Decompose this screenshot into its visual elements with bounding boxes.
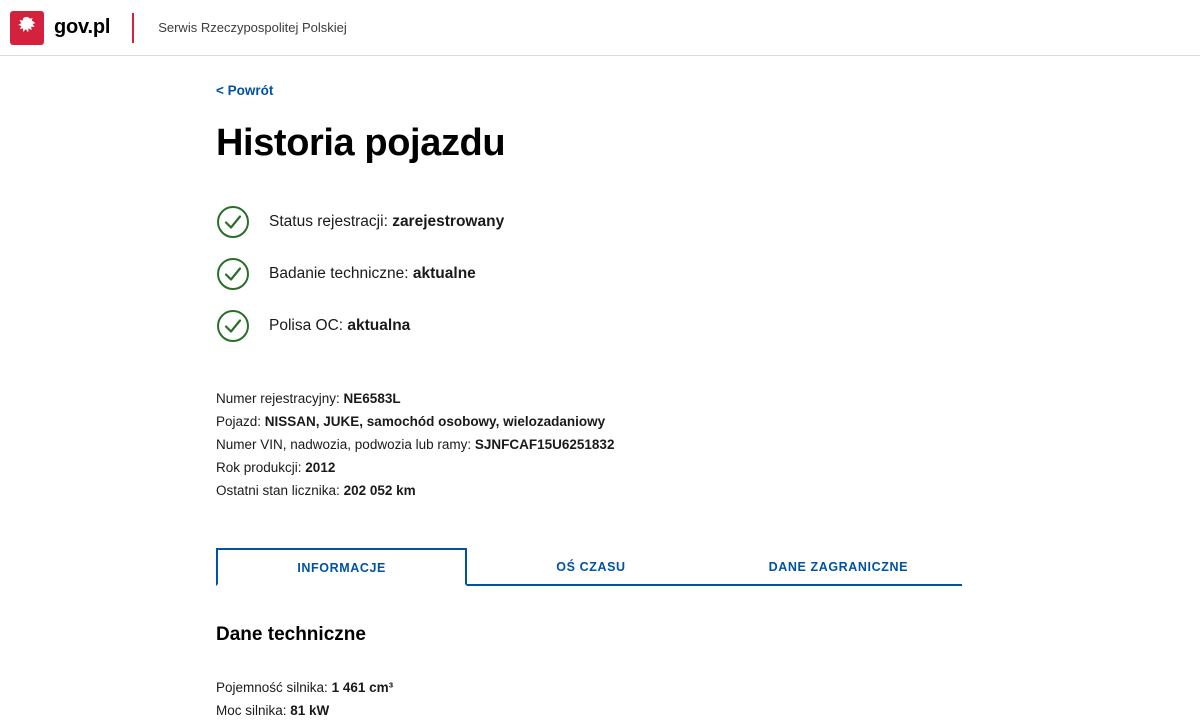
site-header bbox=[0, 0, 1200, 56]
status-value: aktualna bbox=[347, 317, 411, 334]
status-row bbox=[216, 257, 1200, 291]
fact-value: SJNFCAF15U6251832 bbox=[474, 437, 615, 452]
status-row bbox=[216, 205, 1200, 239]
tab-dane-zagraniczne[interactable]: DANE ZAGRANICZNE bbox=[715, 548, 962, 584]
fact-value: NISSAN, JUKE, samochód osobowy, wielozadaniowy bbox=[264, 414, 606, 429]
status-row bbox=[216, 309, 1200, 343]
spec-engine-power bbox=[216, 699, 1200, 722]
fact-label: Numer rejestracyjny: bbox=[216, 391, 344, 406]
fact-label: Numer VIN, nadwozia, podwozia lub ramy: bbox=[216, 437, 475, 452]
brand-name: gov.pl bbox=[54, 16, 111, 38]
service-name: Serwis Rzeczypospolitej Polskiej bbox=[158, 20, 347, 35]
fact-label: Rok produkcji: bbox=[216, 460, 306, 475]
fact-label: Pojazd: bbox=[216, 414, 265, 429]
tab-informacje[interactable]: INFORMACJE bbox=[216, 548, 467, 586]
spec-value: 81 kW bbox=[290, 703, 330, 718]
tab-bar bbox=[216, 548, 962, 586]
fact-label: Ostatni stan licznika: bbox=[216, 483, 344, 498]
status-list bbox=[216, 205, 1200, 343]
fact-registration-number bbox=[216, 387, 1200, 410]
fact-vin bbox=[216, 433, 1200, 456]
fact-mileage bbox=[216, 479, 1200, 502]
check-circle-icon bbox=[216, 205, 250, 239]
status-text bbox=[269, 317, 410, 335]
fact-value: 202 052 km bbox=[343, 483, 416, 498]
page-title: Historia pojazdu bbox=[216, 122, 506, 164]
fact-value: NE6583L bbox=[343, 391, 401, 406]
check-circle-icon bbox=[216, 257, 250, 291]
spec-engine-capacity bbox=[216, 676, 1200, 699]
status-text bbox=[269, 265, 476, 283]
brand[interactable] bbox=[10, 11, 110, 45]
spec-value: 1 461 cm³ bbox=[331, 680, 394, 695]
tab-panel-informacje bbox=[216, 586, 1200, 722]
check-circle-icon bbox=[216, 309, 250, 343]
status-text bbox=[269, 213, 504, 231]
status-label: Polisa OC: bbox=[269, 317, 348, 334]
header-divider bbox=[132, 13, 134, 43]
spec-label: Pojemność silnika: bbox=[216, 680, 332, 695]
status-label: Badanie techniczne: bbox=[269, 265, 413, 282]
vehicle-facts bbox=[216, 387, 1200, 502]
fact-vehicle bbox=[216, 410, 1200, 433]
fact-value: 2012 bbox=[305, 460, 336, 475]
status-value: zarejestrowany bbox=[392, 213, 505, 230]
back-link[interactable]: < Powrót bbox=[216, 83, 274, 98]
status-value: aktualne bbox=[412, 265, 476, 282]
fact-production-year bbox=[216, 456, 1200, 479]
status-label: Status rejestracji: bbox=[269, 213, 393, 230]
page-content bbox=[0, 56, 1200, 722]
tab-os-czasu[interactable]: OŚ CZASU bbox=[467, 548, 714, 584]
section-title-dane-techniczne: Dane techniczne bbox=[216, 624, 366, 645]
polish-eagle-emblem-icon bbox=[10, 11, 44, 45]
spec-label: Moc silnika: bbox=[216, 703, 291, 718]
